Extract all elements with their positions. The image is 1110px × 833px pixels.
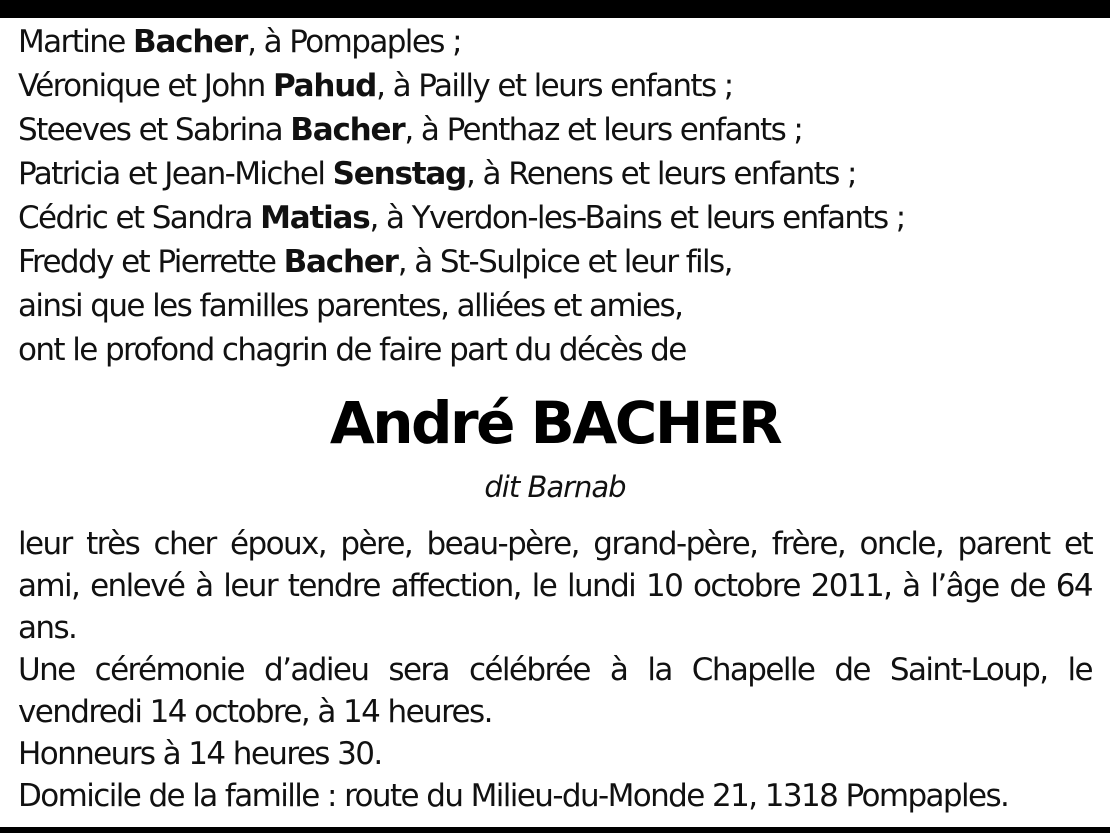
mourner-given-names: Cédric et Sandra bbox=[18, 200, 261, 236]
mourner-surname: Matias bbox=[260, 200, 370, 236]
mourner-surname: Bacher bbox=[283, 244, 398, 280]
mourner-location: , à Pompaples ; bbox=[247, 24, 461, 60]
mourner-line bbox=[18, 240, 1092, 284]
relation-paragraph: leur très cher époux, père, beau-père, grand-père, frère, oncle, parent et ami, enlevé à leur tendre affection, le lundi 10 octobre 2011, à l’âge de 64 ans. bbox=[18, 526, 1092, 646]
mourner-surname: Bacher bbox=[133, 24, 248, 60]
mourners-list bbox=[18, 20, 1092, 372]
mourner-given-names: Patricia et Jean-Michel bbox=[18, 156, 333, 192]
announcement-line: ont le profond chagrin de faire part du décès de bbox=[18, 332, 686, 368]
mourner-line bbox=[18, 108, 1092, 152]
bottom-border-rule bbox=[0, 827, 1110, 833]
deceased-nickname: dit Barnab bbox=[484, 470, 626, 504]
mourner-line bbox=[18, 196, 1092, 240]
families-line: ainsi que les familles parentes, alliées et amies, bbox=[18, 288, 683, 324]
mourner-location: , à Pailly et leurs enfants ; bbox=[376, 68, 733, 104]
mourner-location: , à Renens et leurs enfants ; bbox=[466, 156, 856, 192]
mourner-given-names: Steeves et Sabrina bbox=[18, 112, 291, 148]
residence-line: Domicile de la famille : route du Milieu-du-Monde 21, 1318 Pompaples. bbox=[18, 778, 1009, 814]
mourner-location: , à Yverdon-les-Bains et leurs enfants ; bbox=[369, 200, 905, 236]
mourner-given-names: Martine bbox=[18, 24, 134, 60]
ceremony-paragraph: Une cérémonie d’adieu sera célébrée à la Chapelle de Saint-Loup, le vendredi 14 octobre, à 14 heures. bbox=[18, 652, 1092, 730]
mourner-given-names: Véronique et John bbox=[18, 68, 273, 104]
obituary-notice bbox=[18, 20, 1092, 817]
mourner-line bbox=[18, 20, 1092, 64]
mourner-location: , à Penthaz et leurs enfants ; bbox=[404, 112, 803, 148]
deceased-name: André BACHER bbox=[329, 389, 781, 457]
mourner-surname: Bacher bbox=[290, 112, 405, 148]
mourner-given-names: Freddy et Pierrette bbox=[18, 244, 284, 280]
mourner-surname: Pahud bbox=[272, 68, 377, 104]
honours-line: Honneurs à 14 heures 30. bbox=[18, 736, 382, 772]
mourner-surname: Senstag bbox=[332, 156, 467, 192]
mourner-line bbox=[18, 64, 1092, 108]
mourner-line bbox=[18, 152, 1092, 196]
mourner-location: , à St-Sulpice et leur fils, bbox=[397, 244, 732, 280]
top-border-rule bbox=[0, 0, 1110, 18]
